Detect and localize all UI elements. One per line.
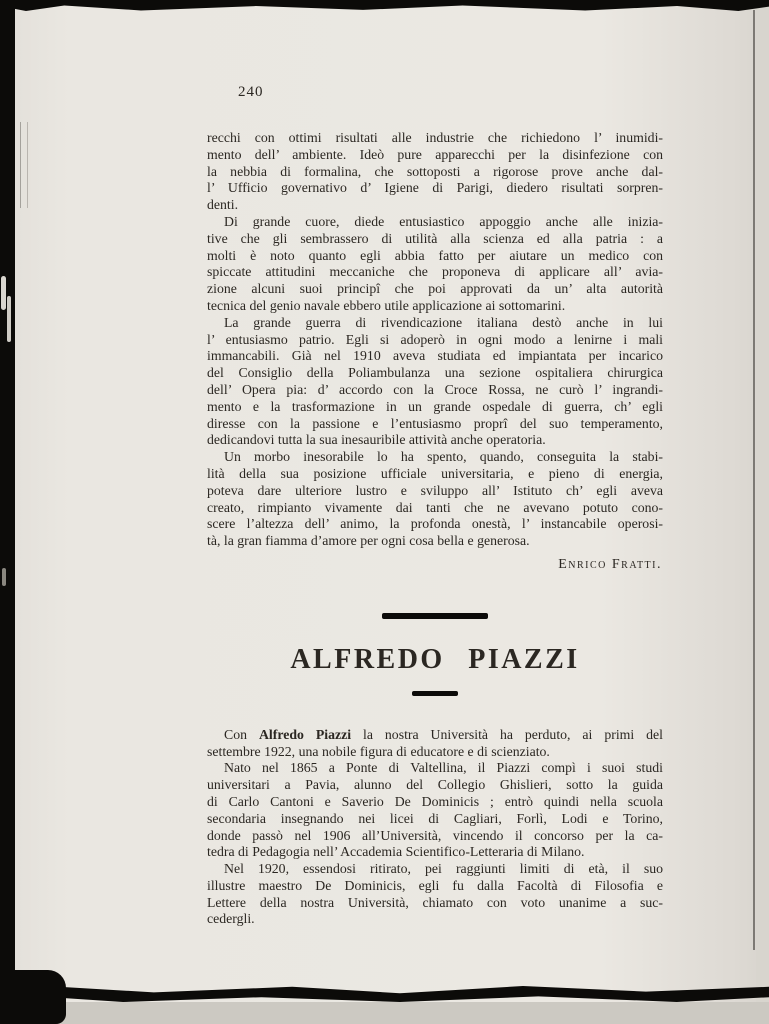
text-line: mento dell’ ambiente. Ideò pure apparecchi per la disinfezione con bbox=[207, 146, 663, 162]
paragraph bbox=[207, 130, 663, 214]
text-line: lità della sua posizione ufficiale universitaria, e pieno di energia, bbox=[207, 465, 663, 481]
scan-bottom-left-blob bbox=[0, 970, 66, 1024]
paragraph bbox=[207, 727, 663, 761]
paragraph bbox=[207, 449, 663, 550]
text-line: l’ entusiasmo patrio. Egli si adoperò in ogni modo a lenirne i mali bbox=[207, 331, 663, 347]
text-line: tedra di Pedagogia nell’ Accademia Scientifico-Letteraria di Milano. bbox=[207, 844, 585, 860]
scan-left-speck bbox=[7, 296, 11, 342]
scan-top-edge-bar bbox=[3, 0, 769, 11]
text-line: settembre 1922, una nobile figura di educatore e di scienziato. bbox=[207, 743, 550, 759]
text-line: spiccate attitudini meccaniche che proponeva di applicare all’ avia- bbox=[207, 264, 663, 280]
paragraph bbox=[207, 315, 663, 449]
text-line: Di grande cuore, diede entusiastico appoggio anche alle inizia- bbox=[224, 213, 663, 229]
scan-right-edge-paper bbox=[756, 0, 769, 1024]
text-line: illustre maestro De Dominicis, egli fu dalla Facoltà di Filosofia e bbox=[207, 877, 663, 893]
text-line: dell’ Opera pia: d’ accordo con la Croce Rossa, ne curò l’ ingrandi- bbox=[207, 381, 663, 397]
text-block bbox=[207, 130, 663, 928]
section-body bbox=[207, 727, 663, 929]
text-line: Nel 1920, essendosi ritirato, pei raggiunti limiti di età, il suo bbox=[224, 861, 663, 877]
obituary-body bbox=[207, 130, 663, 550]
text-line: tà, la gran fiamma d’amore per ogni cosa bella e generosa. bbox=[207, 533, 530, 549]
text-line: immancabili. Già nel 1910 aveva studiata ed impiantata per incarico bbox=[207, 348, 663, 364]
text-line: donde passò nel 1906 all’Università, vincendo il concorso per la ca- bbox=[207, 827, 663, 843]
scan-right-edge-line bbox=[753, 10, 755, 950]
paragraph bbox=[207, 760, 663, 861]
text-line: diresse con la passione e l’entusiasmo proprî del suo temperamento, bbox=[207, 415, 663, 431]
text-line: Un morbo inesorabile lo ha spento, quando, conseguita la stabi- bbox=[224, 449, 663, 465]
text-line: zione alcuni suoi principî che poi approvati da un’ alta autorità bbox=[207, 281, 663, 297]
text-line: secondaria insegnando nei licei di Cagliari, Forlì, Lodi e Torino, bbox=[207, 810, 663, 826]
text-line: La grande guerra di rivendicazione italiana destò anche in lui bbox=[224, 314, 663, 330]
paragraph bbox=[207, 861, 663, 928]
text-line: la nebbia di formalina, che sottoposti a rigorose prove anche dal- bbox=[207, 163, 663, 179]
text-line: creato, rimpianto vivamente dai tanti che ne avevano potuto cono- bbox=[207, 499, 663, 515]
scan-left-speck bbox=[2, 568, 6, 586]
text-line: cedergli. bbox=[207, 911, 255, 927]
text-line: recchi con ottimi risultati alle industrie che richiedono l’ inumidi- bbox=[207, 130, 663, 145]
text-line: Lettere della nostra Università, chiamato con voto unanime a suc- bbox=[207, 894, 663, 910]
scan-top-notch bbox=[2, 2, 9, 9]
scan-bottom-shadow bbox=[0, 1002, 769, 1024]
text-line: Con Alfredo Piazzi la nostra Università ha perduto, ai primi del bbox=[224, 726, 663, 742]
text-line: tive che gli sembrassero di utilità alla scienza ed alla patria : a bbox=[207, 230, 663, 246]
paragraph bbox=[207, 214, 663, 315]
text-line: universitari a Pavia, alunno del Collegio Ghislieri, sotto la guida bbox=[207, 777, 663, 793]
scan-left-speck bbox=[1, 276, 6, 310]
text-line: del Consiglio della Poliambulanza una sezione ospitaliera chirurgica bbox=[207, 365, 663, 381]
text-line: di Carlo Cantoni e Saverio De Dominicis ; entrò quindi nella scuola bbox=[207, 793, 663, 809]
text-line: molti è noto quanto egli abbia fatto per aiutare un medico con bbox=[207, 247, 663, 263]
text-line: poteva dare ulteriore lustro e sviluppo all’ Istituto ch’ egli aveva bbox=[207, 482, 663, 498]
section-divider-rule bbox=[382, 613, 488, 619]
title-underline-rule bbox=[412, 691, 458, 696]
scan-left-edge-strip bbox=[0, 0, 15, 1024]
scan-bottom-edge-bar bbox=[0, 986, 769, 1002]
text-line: Nato nel 1865 a Ponte di Valtellina, il Piazzi compì i suoi studi bbox=[224, 760, 663, 776]
text-line: denti. bbox=[207, 197, 239, 213]
scan-margin-marks bbox=[20, 122, 28, 208]
text-line: tecnica del genio navale ebbero utile applicazione ai sottomarini. bbox=[207, 297, 566, 313]
signature: Enrico Fratti. bbox=[558, 556, 662, 572]
page-number: 240 bbox=[238, 84, 264, 100]
text-line: l’ Ufficio governativo d’ Igiene di Parigi, diedero risultati sorpren- bbox=[207, 180, 663, 196]
text-line: mento e la trasformazione in un grande ospedale di guerra, ch’ egli bbox=[207, 398, 663, 414]
text-line: dedicandovi tutta la sua inesauribile attività anche operatoria. bbox=[207, 432, 546, 448]
text-line: scere l’altezza dell’ animo, la profonda onestà, l’ instancabile operosi- bbox=[207, 516, 663, 532]
section-title: ALFREDO PIAZZI bbox=[290, 643, 580, 675]
